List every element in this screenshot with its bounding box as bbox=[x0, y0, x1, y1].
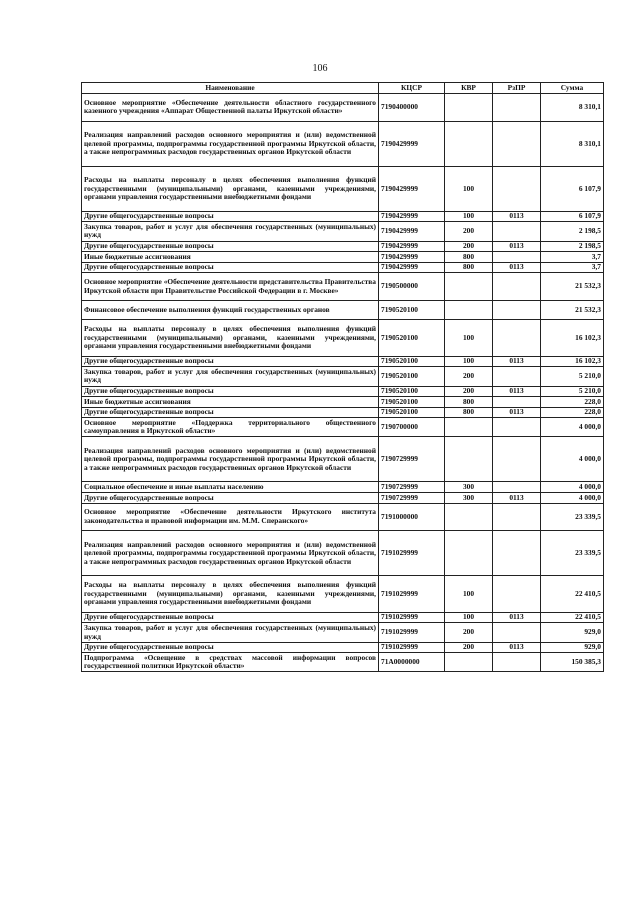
row-sum: 23 339,5 bbox=[541, 531, 604, 576]
table-row bbox=[82, 612, 604, 623]
header-sum: Сумма bbox=[541, 83, 604, 94]
row-rzpr bbox=[493, 503, 541, 531]
row-name: Другие общегосударственные вопросы bbox=[82, 211, 379, 222]
row-kcsr: 7191029999 bbox=[379, 642, 445, 653]
table-row bbox=[82, 437, 604, 482]
row-rzpr bbox=[493, 482, 541, 493]
row-sum: 4 000,0 bbox=[541, 418, 604, 437]
row-name: Закупка товаров, работ и услуг для обеспечения государственных (муниципальных) нужд bbox=[82, 222, 379, 241]
row-kcsr: 7190429999 bbox=[379, 166, 445, 211]
row-kvr: 200 bbox=[445, 241, 493, 252]
row-rzpr bbox=[493, 397, 541, 408]
row-sum: 6 107,9 bbox=[541, 211, 604, 222]
row-name: Расходы на выплаты персоналу в целях обеспечения выполнения функций государственными (муниципальными) органами, казенными учреждениями, органами управления государственными внебюджетными фондами bbox=[82, 576, 379, 612]
row-name: Другие общегосударственные вопросы bbox=[82, 407, 379, 418]
row-name: Закупка товаров, работ и услуг для обеспечения государственных (муниципальных) нужд bbox=[82, 367, 379, 386]
table-row bbox=[82, 367, 604, 386]
row-kvr: 800 bbox=[445, 262, 493, 273]
row-kvr: 200 bbox=[445, 642, 493, 653]
row-name: Реализация направлений расходов основного мероприятия и (или) ведомственной целевой программы, подпрограммы государственной программы Иркутской области, а также непрограммных расходов государственных органов Иркутской области bbox=[82, 121, 379, 166]
row-name: Другие общегосударственные вопросы bbox=[82, 493, 379, 504]
header-kcsr: КЦСР bbox=[379, 83, 445, 94]
row-kcsr: 7190520100 bbox=[379, 407, 445, 418]
row-sum: 22 410,5 bbox=[541, 576, 604, 612]
row-name: Другие общегосударственные вопросы bbox=[82, 386, 379, 397]
row-name: Подпрограмма «Освещение в средствах массовой информации вопросов государственной политики Иркутской области» bbox=[82, 653, 379, 672]
row-kvr: 200 bbox=[445, 623, 493, 642]
row-kvr: 800 bbox=[445, 252, 493, 263]
row-name: Закупка товаров, работ и услуг для обеспечения государственных (муниципальных) нужд bbox=[82, 623, 379, 642]
row-kcsr: 7190429999 bbox=[379, 121, 445, 166]
table-row bbox=[82, 121, 604, 166]
header-rzpr: РзПР bbox=[493, 83, 541, 94]
row-kvr: 100 bbox=[445, 320, 493, 356]
row-rzpr: 0113 bbox=[493, 262, 541, 273]
row-name: Основное мероприятие «Обеспечение деятельности представительства Правительства Иркутской области при Правительстве Российской Федерации в г. Москве» bbox=[82, 273, 379, 301]
row-name: Социальное обеспечение и иные выплаты населению bbox=[82, 482, 379, 493]
row-rzpr bbox=[493, 94, 541, 122]
row-rzpr bbox=[493, 252, 541, 263]
table-row bbox=[82, 482, 604, 493]
header-kvr: КВР bbox=[445, 83, 493, 94]
row-sum: 8 310,1 bbox=[541, 121, 604, 166]
row-sum: 8 310,1 bbox=[541, 94, 604, 122]
row-sum: 6 107,9 bbox=[541, 166, 604, 211]
row-rzpr: 0113 bbox=[493, 211, 541, 222]
table-body bbox=[82, 94, 604, 672]
row-kcsr: 7190429999 bbox=[379, 262, 445, 273]
row-rzpr: 0113 bbox=[493, 407, 541, 418]
row-sum: 5 210,0 bbox=[541, 386, 604, 397]
row-sum: 228,0 bbox=[541, 397, 604, 408]
row-name: Реализация направлений расходов основного мероприятия и (или) ведомственной целевой программы, подпрограммы государственной программы Иркутской области, а также непрограммных расходов государственных органов Иркутской области bbox=[82, 437, 379, 482]
row-rzpr: 0113 bbox=[493, 386, 541, 397]
table-row bbox=[82, 623, 604, 642]
row-rzpr bbox=[493, 273, 541, 301]
row-sum: 4 000,0 bbox=[541, 493, 604, 504]
budget-table bbox=[81, 82, 604, 672]
row-sum: 929,0 bbox=[541, 642, 604, 653]
row-kcsr: 7190520100 bbox=[379, 386, 445, 397]
row-name: Реализация направлений расходов основного мероприятия и (или) ведомственной целевой программы, подпрограммы государственной программы Иркутской области, а также непрограммных расходов государственных органов Иркутской области bbox=[82, 531, 379, 576]
row-sum: 4 000,0 bbox=[541, 437, 604, 482]
row-name: Расходы на выплаты персоналу в целях обеспечения выполнения функций государственными (муниципальными) органами, казенными учреждениями, органами управления государственными внебюджетными фондами bbox=[82, 320, 379, 356]
row-name: Другие общегосударственные вопросы bbox=[82, 241, 379, 252]
row-kcsr: 7190400000 bbox=[379, 94, 445, 122]
table-row bbox=[82, 531, 604, 576]
row-kcsr: 7190429999 bbox=[379, 241, 445, 252]
row-kcsr: 7190500000 bbox=[379, 273, 445, 301]
table-row bbox=[82, 493, 604, 504]
row-sum: 2 198,5 bbox=[541, 222, 604, 241]
row-rzpr bbox=[493, 531, 541, 576]
row-kcsr: 7190520100 bbox=[379, 356, 445, 367]
row-rzpr bbox=[493, 418, 541, 437]
row-name: Расходы на выплаты персоналу в целях обеспечения выполнения функций государственными (муниципальными) органами, казенными учреждениями, органами управления государственными внебюджетными фондами bbox=[82, 166, 379, 211]
row-kcsr: 7190700000 bbox=[379, 418, 445, 437]
row-sum: 2 198,5 bbox=[541, 241, 604, 252]
row-kcsr: 7191029999 bbox=[379, 612, 445, 623]
row-name: Иные бюджетные ассигнования bbox=[82, 252, 379, 263]
row-name: Другие общегосударственные вопросы bbox=[82, 642, 379, 653]
table-row bbox=[82, 320, 604, 356]
row-rzpr bbox=[493, 367, 541, 386]
row-rzpr bbox=[493, 576, 541, 612]
row-name: Иные бюджетные ассигнования bbox=[82, 397, 379, 408]
row-name: Другие общегосударственные вопросы bbox=[82, 356, 379, 367]
row-kcsr: 7190729999 bbox=[379, 437, 445, 482]
row-sum: 21 532,3 bbox=[541, 301, 604, 320]
row-name: Основное мероприятие «Обеспечение деятельности Иркутского института законодательства и правовой информации им. М.М. Сперанского» bbox=[82, 503, 379, 531]
row-rzpr bbox=[493, 121, 541, 166]
row-name: Другие общегосударственные вопросы bbox=[82, 262, 379, 273]
row-rzpr bbox=[493, 623, 541, 642]
row-sum: 3,7 bbox=[541, 262, 604, 273]
table-row bbox=[82, 356, 604, 367]
table-row bbox=[82, 211, 604, 222]
row-rzpr bbox=[493, 320, 541, 356]
row-kcsr: 7190729999 bbox=[379, 493, 445, 504]
row-kvr bbox=[445, 503, 493, 531]
row-sum: 929,0 bbox=[541, 623, 604, 642]
row-rzpr: 0113 bbox=[493, 612, 541, 623]
row-rzpr: 0113 bbox=[493, 241, 541, 252]
row-kvr: 300 bbox=[445, 493, 493, 504]
table-header-row bbox=[82, 83, 604, 94]
table-row bbox=[82, 576, 604, 612]
row-kcsr: 7190520100 bbox=[379, 397, 445, 408]
row-kcsr: 71А0000000 bbox=[379, 653, 445, 672]
row-sum: 16 102,3 bbox=[541, 356, 604, 367]
row-kvr: 100 bbox=[445, 211, 493, 222]
table-row bbox=[82, 653, 604, 672]
row-kvr bbox=[445, 273, 493, 301]
row-kcsr: 7190429999 bbox=[379, 222, 445, 241]
row-kvr bbox=[445, 121, 493, 166]
row-kcsr: 7190429999 bbox=[379, 211, 445, 222]
row-rzpr bbox=[493, 653, 541, 672]
row-name: Финансовое обеспечение выполнения функций государственных органов bbox=[82, 301, 379, 320]
row-rzpr bbox=[493, 222, 541, 241]
row-sum: 21 532,3 bbox=[541, 273, 604, 301]
table-row bbox=[82, 642, 604, 653]
header-name: Наименование bbox=[82, 83, 379, 94]
table-row bbox=[82, 418, 604, 437]
table-row bbox=[82, 407, 604, 418]
row-kvr: 200 bbox=[445, 386, 493, 397]
row-kcsr: 7190520100 bbox=[379, 320, 445, 356]
row-sum: 23 339,5 bbox=[541, 503, 604, 531]
row-kcsr: 7190729999 bbox=[379, 482, 445, 493]
row-kvr: 200 bbox=[445, 367, 493, 386]
row-kvr bbox=[445, 653, 493, 672]
row-kcsr: 7190520100 bbox=[379, 301, 445, 320]
row-kcsr: 7191000000 bbox=[379, 503, 445, 531]
table-row bbox=[82, 241, 604, 252]
row-kcsr: 7191029999 bbox=[379, 623, 445, 642]
row-name: Основное мероприятие «Обеспечение деятельности областного государственного казенного учреждения «Аппарат Общественной палаты Иркутской области» bbox=[82, 94, 379, 122]
row-kvr bbox=[445, 531, 493, 576]
row-kvr bbox=[445, 418, 493, 437]
row-kvr bbox=[445, 301, 493, 320]
table-row bbox=[82, 252, 604, 263]
table-row bbox=[82, 503, 604, 531]
row-kcsr: 7190520100 bbox=[379, 367, 445, 386]
row-rzpr bbox=[493, 437, 541, 482]
row-name: Другие общегосударственные вопросы bbox=[82, 612, 379, 623]
row-kvr: 100 bbox=[445, 576, 493, 612]
row-rzpr: 0113 bbox=[493, 356, 541, 367]
row-rzpr: 0113 bbox=[493, 493, 541, 504]
row-kvr: 100 bbox=[445, 612, 493, 623]
row-rzpr bbox=[493, 166, 541, 211]
row-sum: 4 000,0 bbox=[541, 482, 604, 493]
row-kvr: 100 bbox=[445, 356, 493, 367]
row-kvr bbox=[445, 94, 493, 122]
table-row bbox=[82, 386, 604, 397]
row-name: Основное мероприятие «Поддержка территориального общественного самоуправления в Иркутской области» bbox=[82, 418, 379, 437]
row-kcsr: 7191029999 bbox=[379, 531, 445, 576]
table-row bbox=[82, 273, 604, 301]
table-row bbox=[82, 222, 604, 241]
row-sum: 3,7 bbox=[541, 252, 604, 263]
row-kvr: 200 bbox=[445, 222, 493, 241]
table-row bbox=[82, 301, 604, 320]
table-row bbox=[82, 166, 604, 211]
row-sum: 228,0 bbox=[541, 407, 604, 418]
row-kcsr: 7191029999 bbox=[379, 576, 445, 612]
row-sum: 22 410,5 bbox=[541, 612, 604, 623]
row-kvr: 100 bbox=[445, 166, 493, 211]
row-kvr bbox=[445, 437, 493, 482]
row-kvr: 300 bbox=[445, 482, 493, 493]
table-row bbox=[82, 262, 604, 273]
table-row bbox=[82, 94, 604, 122]
row-sum: 16 102,3 bbox=[541, 320, 604, 356]
table-row bbox=[82, 397, 604, 408]
row-kcsr: 7190429999 bbox=[379, 252, 445, 263]
row-rzpr: 0113 bbox=[493, 642, 541, 653]
row-kvr: 800 bbox=[445, 407, 493, 418]
row-sum: 5 210,0 bbox=[541, 367, 604, 386]
page-number: 106 bbox=[312, 63, 328, 74]
row-rzpr bbox=[493, 301, 541, 320]
row-kvr: 800 bbox=[445, 397, 493, 408]
row-sum: 150 385,3 bbox=[541, 653, 604, 672]
